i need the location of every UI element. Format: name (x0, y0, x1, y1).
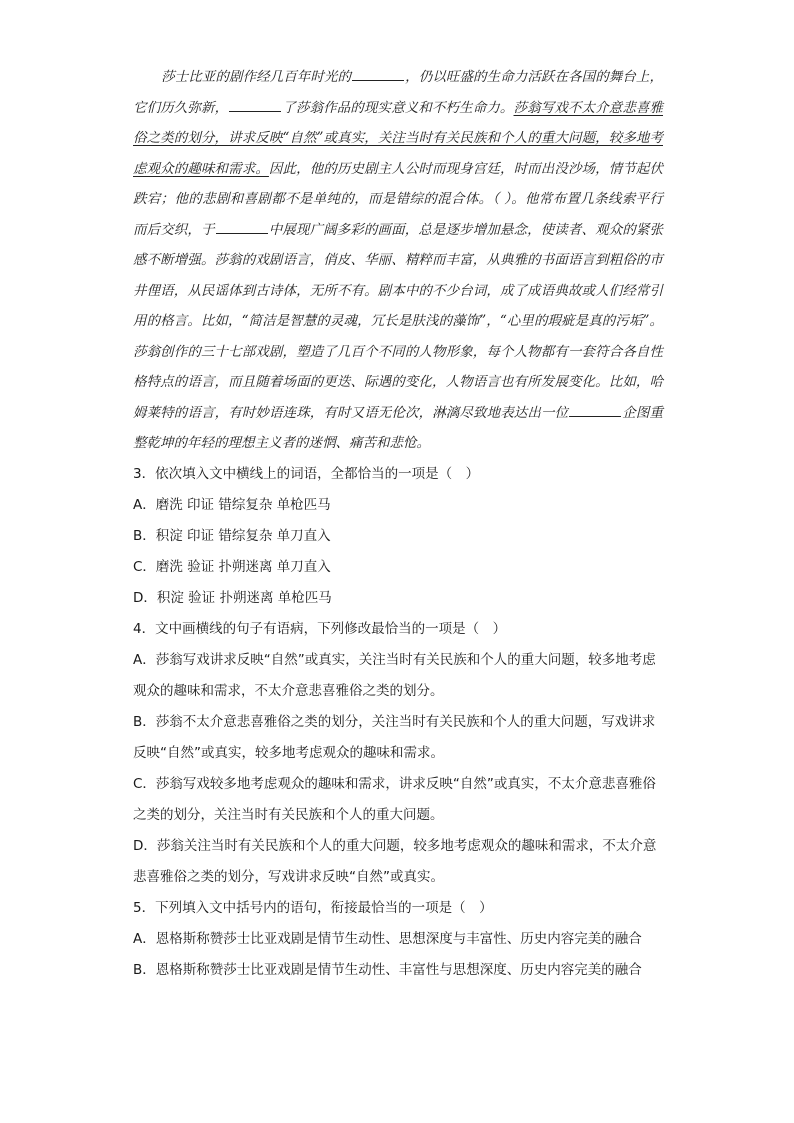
passage-text: ，仍以旺盛的生命力活跃在各国的舞台上，它们历久弥新， (133, 69, 664, 116)
option-a: A．莎翁写戏讲求反映“自然”或真实，关注当时有关民族和个人的重大问题，较多地考虑观众的趣味和需求，不太介意悲喜雅俗之类的划分。 (133, 651, 656, 699)
question-stem: 5．下列填入文中括号内的语句，衔接最恰当的一项是（ ） (133, 899, 493, 916)
passage-text: 了莎翁作品的现实意义和不朽生命力。 (282, 99, 514, 116)
question-list (133, 459, 663, 986)
option-b: B．恩格斯称赞莎士比亚戏剧是情节生动性、丰富性与思想深度、历史内容完美的融合 (133, 961, 642, 978)
question-stem: 3．依次填入文中横线上的词语，全都恰当的一项是（ ） (133, 465, 480, 482)
option-c: C．莎翁写戏较多地考虑观众的趣味和需求，讲求反映“自然”或真实，不太介意悲喜雅俗之类的划分，关注当时有关民族和个人的重大问题。 (133, 775, 656, 823)
option-d: D．积淀 验证 扑朔迷离 单枪匹马 (133, 589, 332, 606)
passage-text: 因此，他的历史剧主人公时而现身宫廷，时而出没沙场，情节起伏跌宕；他的悲剧和喜剧都不是单纯的，而是错综的混合体。（ ）。他常布置几条线索平行而后交织，于 (133, 160, 663, 238)
fill-blank-1 (352, 66, 404, 81)
fill-blank-4 (569, 402, 621, 417)
option-c: C．磨洗 验证 扑朔迷离 单刀直入 (133, 558, 331, 575)
fill-blank-2 (229, 97, 281, 112)
document-page (133, 62, 663, 986)
option-a: A．恩格斯称赞莎士比亚戏剧是情节生动性、思想深度与丰富性、历史内容完美的融合 (133, 930, 642, 947)
reading-passage (133, 62, 663, 459)
question-stem: 4．文中画横线的句子有语病，下列修改最恰当的一项是（ ） (133, 620, 507, 637)
passage-text: 中展现广阔多彩的画面，总是逐步增加悬念，使读者、观众的紧张感不断增强。莎翁的戏剧语言，俏皮、华丽、精粹而丰富，从典雅的书面语言到粗俗的市井俚语，从民谣体到古诗体，无所不有。剧本中的不少台词，成了成语典故或人们经常引用的格言。比如，“简洁是智慧的灵魂，冗长是肤浅的藻饰”，“心里的瑕疵是真的污垢”。莎翁创作的三十七部戏剧，塑造了几百个不同的人物形象，每个人物都有一套符合各自性格特点的语言，而且随着场面的更迭、际遇的变化，人物语言也有所发展变化。比如，哈姆莱特的语言，有时妙语连珠，有时又语无伦次，淋漓尽致地表达出一位 (133, 221, 664, 421)
question-3 (133, 459, 663, 614)
option-a: A．磨洗 印证 错综复杂 单枪匹马 (133, 496, 331, 513)
passage-text: 莎士比亚的剧作经几百年时光的 (161, 69, 352, 85)
question-5 (133, 893, 663, 986)
question-4 (133, 614, 663, 893)
option-b: B．积淀 印证 错综复杂 单刀直入 (133, 527, 331, 544)
underlined-sentence: 莎翁写戏不太介意悲喜雅俗之类的划分，讲求反映“自然”或真实，关注当时有关民族和个人的重大问题，较多地考虑观众的趣味和需求。 (133, 99, 664, 177)
fill-blank-3 (216, 219, 268, 234)
option-b: B．莎翁不太介意悲喜雅俗之类的划分，关注当时有关民族和个人的重大问题，写戏讲求反映“自然”或真实，较多地考虑观众的趣味和需求。 (133, 713, 656, 761)
passage-text: 企图重整乾坤的年轻的理想主义者的迷惘、痛苦和悲怆。 (133, 404, 664, 451)
option-d: D．莎翁关注当时有关民族和个人的重大问题，较多地考虑观众的趣味和需求，不太介意悲喜雅俗之类的划分，写戏讲求反映“自然”或真实。 (133, 837, 657, 885)
